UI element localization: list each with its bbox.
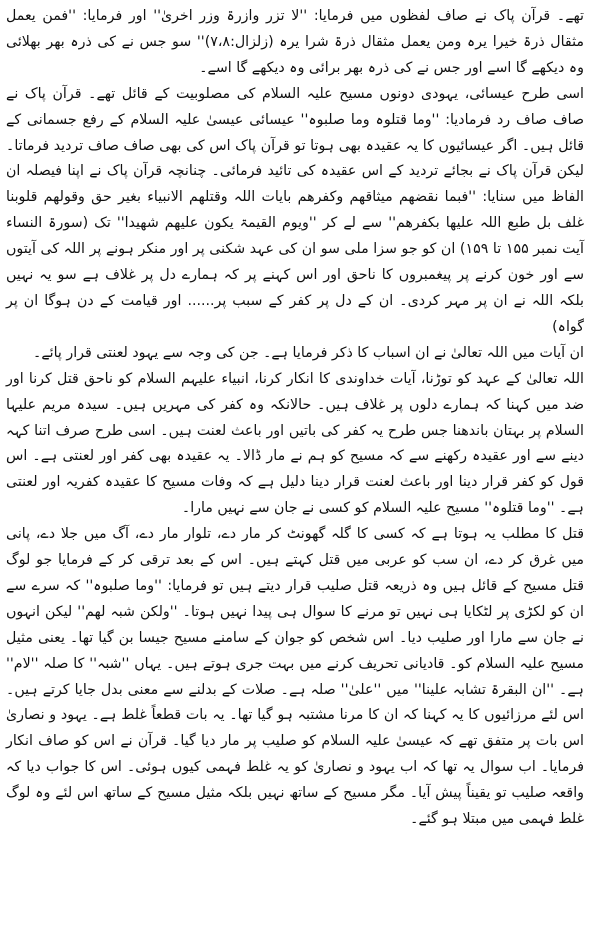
- paragraph-5: [6, 522, 584, 833]
- paragraph-1: [6, 4, 584, 82]
- paragraph-3-text: ان آیات میں اللہ تعالیٰ نے ان اسباب کا ذکر فرمایا ہے۔ جن کی وجہ سے یہود لعنتی قرار پائے۔: [33, 344, 584, 361]
- paragraph-4-text: اللہ تعالیٰ کے عہد کو توڑنا، آیات خداوندی کا انکار کرنا، انبیاء علیہم السلام کو ناحق قتل کرنا اور ضد میں کہنا کہ ہمارے دلوں پر غلاف ہیں۔ حالانکہ وہ کفر کی مہریں ہیں۔ سیدہ مریم علیہا السلام پر بہتان باندھنا جس طرح یہ کفر کی باتیں اور باعث لعنت ہیں۔ اسی طرح صرف اتنا کہہ دینے سے اور عقیدہ رکھنے سے کہ مسیح کو ہم نے مار ڈالا۔ یہ عقیدہ بھی کفر اور لعنتی ہے۔ اس قول کو کفر قرار دینا اور باعث لعنت قرار دینا دلیل ہے کہ وفات مسیح کا عقیدہ کفریہ اور لعنتی ہے۔ ''وما قتلوہ'' مسیح علیہ السلام کو کسی نے جان سے نہیں مارا۔: [6, 370, 584, 517]
- paragraph-5-text: قتل کا مطلب یہ ہوتا ہے کہ کسی کا گلہ گھونٹ کر مار دے، تلوار مار دے، آگ میں جلا دے، پانی میں غرق کر دے، ان سب کو عربی میں قتل کہتے ہیں۔ اس کے بعد ترقی کر کے فرمایا جو لوگ قتل مسیح کے قائل ہیں وہ ذریعہ قتل صلیب قرار دیتے ہیں تو فرمایا: ''وما صلبوہ'' کہ سرے سے ان کو لکڑی پر لٹکایا ہی نہیں تو مرنے کا سوال ہی پیدا نہیں ہوتا۔ ''ولکن شبہ لھم'' لیکن انہوں نے جان سے مارا اور صلیب دیا۔ اس شخص کو جوان کے سامنے مسیح جیسا بن گیا تھا۔ یعنی مثیل مسیح علیہ السلام کو۔ قادیانی تحریف کرنے میں بہت جری ہوتے ہیں۔ یہاں ''شبہ'' کا صلہ ''لام'' ہے۔ ''ان البقرۃ تشابہ علینا'' میں ''علیٰ'' صلہ ہے۔ صلات کے بدلنے سے معنی بدل جایا کرتے ہیں۔ اس لئے مرزائیوں کا یہ کہنا کہ ان کا مرنا مشتبہ ہو گیا تھا۔ یہ بات قطعاً غلط ہے۔ یہود و نصاریٰ اس بات پر متفق تھے کہ عیسیٰ علیہ السلام کو صلیب پر مار دیا گیا۔ قرآن نے اس کو صاف انکار فرمایا۔ اب سوال یہ تھا کہ اب یہود و نصاریٰ کو یہ غلط فہمی کیوں ہوئی۔ اس کا جواب دیا کہ واقعہ صلیب تو یقیناً پیش آیا۔ مگر مسیح کے ساتھ نہیں بلکہ مثیل مسیح کے ساتھ اس لئے وہ لوگ غلط فہمی میں مبتلا ہو گئے۔: [6, 526, 584, 828]
- paragraph-3: [6, 341, 584, 367]
- paragraph-4: [6, 367, 584, 522]
- paragraph-2-text: اسی طرح عیسائی، یہودی دونوں مسیح علیہ السلام کی مصلوبیت کے قائل تھے۔ قرآن پاک نے صاف صاف رد فرمادیا: ''وما قتلوہ وما صلبوہ'' عیسائی عیسیٰ علیہ السلام کے رفع جسمانی کے قائل ہیں۔ اگر عیسائیوں کا یہ عقیدہ بھی ہوتا تو قرآن پاک اس کی بھی صاف صاف تردید فرماتا۔ لیکن قرآن پاک نے بجائے تردید کے اس عقیدہ کی تائید فرمائی۔ چنانچہ قرآن پاک نے اپنا فیصلہ ان الفاظ میں سنایا: ''فبما نقضھم میثاقھم وکفرھم بایات اللہ وقتلھم الانبیاء بغیر حق وقولھم قلوبنا غلف بل طبع اللہ علیھا بکفرھم'' سے لے کر ''ویوم القیمۃ یکون علیھم شھیدا'' تک (سورۃ النساء آیت نمبر ۱۵۵ تا ۱۵۹) ان کو جو سزا ملی سو ان کی عہد شکنی پر اور منکر ہونے پر اللہ کی آیتوں سے اور خون کرنے پر پیغمبروں کا ناحق اور اس کہنے پر کہ ہمارے دل پر غلاف ہے سو یہ نہیں بلکہ اللہ نے ان پر مہر کردی۔ ان کے دل پر کفر کے سبب پر...... اور قیامت کے دن ہوگا ان پر گواہ): [6, 85, 585, 335]
- paragraph-2: [6, 82, 584, 341]
- paragraph-1-text: تھے۔ قرآن پاک نے صاف لفظوں میں فرمایا: ''لا تزر وازرۃ وزر اخریٰ'' اور فرمایا: ''فمن یعمل مثقال ذرۃ خیرا یرہ ومن یعمل مثقال ذرۃ شرا یرہ (زلزال:۷،۸)'' سو جس نے کی ذرہ بھر بھلائی وہ دیکھے گا اسے اور جس نے کی ذرہ بھر برائی وہ دیکھے گا اسے۔: [6, 8, 584, 76]
